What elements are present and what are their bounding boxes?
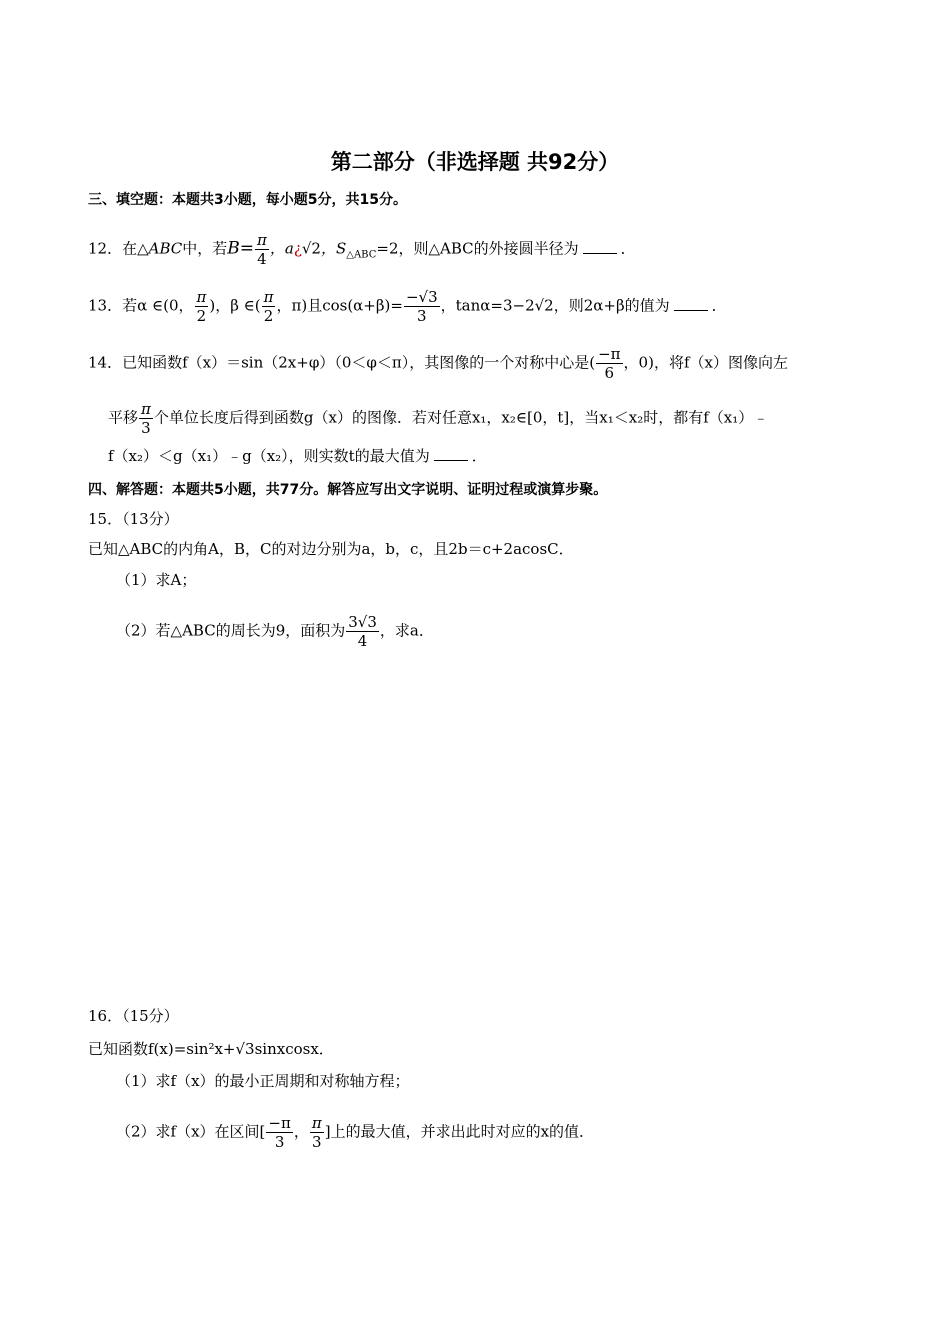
q16-right-den: 3 <box>312 1133 322 1151</box>
q15-area-num: 3√3 <box>348 613 377 631</box>
question-14-line-1: 14．已知函数f（x）＝sin（2x+φ）（0＜φ＜π），其图像的一个对称中心是( $\frac{-\pi}{6}$ ，0)，将f（x）图像向左 <box>88 345 788 382</box>
q13-frac3-num: −√3 <box>405 288 438 306</box>
q12-b-eq: B= <box>227 238 255 259</box>
q16-part-1: （1）求f（x）的最小正周期和对称轴方程； <box>116 1072 410 1090</box>
q16-left-num: −π <box>268 1114 291 1132</box>
q16-part2-tail: ]上的最大值，并求出此时对应的x的值． <box>324 1122 595 1141</box>
q14-end: ． <box>471 447 487 465</box>
q12-fraction <box>255 231 269 268</box>
q13-fraction-1 <box>195 288 209 325</box>
q14-shift-fraction <box>139 400 153 437</box>
q12-text: 中，若 <box>182 239 228 258</box>
question-12 <box>88 231 636 268</box>
section-three-heading: 三、填空题：本题共3小题，每小题5分，共15分。 <box>88 192 407 208</box>
q14-center-tail: ，0)，将f（x）图像向左 <box>623 353 788 372</box>
q13-interval-close: )，β ∈ <box>209 296 255 315</box>
q12-s-sub: △ABC <box>346 249 377 261</box>
q12-frac-num: π <box>257 231 267 249</box>
q13-frac3-den: 3 <box>417 307 427 325</box>
q12-a: ，a <box>269 239 294 258</box>
q14-lead: 14．已知函数f（x）＝sin（2x+φ）（0＜φ＜π），其图像的一个对称中心是 <box>88 353 590 372</box>
q12-tail: =2，则△ABC的外接圆半径为 <box>376 239 579 258</box>
q16-right-num: π <box>311 1114 322 1132</box>
q12-abc: ABC <box>148 239 183 258</box>
q14-shift-num: π <box>141 400 151 418</box>
q16-heading: 16．（15分） <box>88 1007 179 1025</box>
q16-stem: 已知函数f(x)=sin²x+√3sinxcosx． <box>88 1040 334 1058</box>
q12-glitch: ¿ <box>293 239 302 258</box>
q14-line3-text: f（x₂）＜g（x₁）﹣g（x₂），则实数t的最大值为 <box>108 447 430 465</box>
q13-end: ． <box>711 296 727 315</box>
q14-shift: 平移 <box>108 408 139 427</box>
q15-part2-text: （2）若△ABC的周长为9，面积为 <box>116 621 346 640</box>
part-two-title: 第二部分（非选择题 共92分） <box>330 150 620 174</box>
q15-area-fraction <box>346 613 379 650</box>
q12-frac-den: 4 <box>257 250 267 268</box>
q12-end: ． <box>620 239 636 258</box>
q13-interval2-open: ( <box>254 296 261 315</box>
q16-left-fraction <box>266 1114 292 1151</box>
q12-number: 12．在△ <box>88 239 149 258</box>
q14-line2-text: 个单位长度后得到函数g（x）的图像．若对任意x₁，x₂∈[0，t]，当x₁＜x₂时，都有f（x₁）﹣ <box>153 408 769 427</box>
q16-separator: ， <box>293 1122 309 1141</box>
q13-answer-blank[interactable] <box>674 296 708 311</box>
question-13 <box>88 288 727 325</box>
q14-center-num: −π <box>598 345 621 363</box>
q14-center-fraction <box>596 345 622 382</box>
q15-part-2 <box>116 613 434 650</box>
q13-interval-open: (0， <box>163 296 194 315</box>
q13-tan: ，tanα=3−2√2，则2α+β的值为 <box>440 296 670 315</box>
q14-answer-blank[interactable] <box>434 446 468 461</box>
q13-frac1-den: 2 <box>196 307 207 325</box>
q14-center-den: 6 <box>604 364 615 382</box>
q16-part-2 <box>116 1114 594 1151</box>
q15-area-den: 4 <box>357 632 368 650</box>
question-14-line-2 <box>108 400 768 437</box>
q12-s: ，S <box>320 239 347 258</box>
q15-heading: 15．（13分） <box>88 510 179 528</box>
q15-part2-tail: ，求a． <box>379 621 434 640</box>
q13-frac2-den: 2 <box>263 307 274 325</box>
q12-sqrt2: √2 <box>301 239 321 258</box>
q16-right-fraction <box>310 1114 324 1151</box>
q16-part2-text: （2）求f（x）在区间[ <box>116 1122 266 1141</box>
q15-stem: 已知△ABC的内角A，B，C的对边分别为a，b，c，且2b＝c+2acosC． <box>88 540 574 558</box>
q13-frac1-num: π <box>196 288 207 306</box>
q15-part-1: （1）求A； <box>116 571 197 589</box>
q13-cos: ，π)且cos(α+β)= <box>276 296 403 315</box>
q13-fraction-3 <box>404 288 440 325</box>
q13-frac2-num: π <box>263 288 274 306</box>
q16-left-den: 3 <box>274 1133 285 1151</box>
q13-fraction-2 <box>262 288 276 325</box>
q14-shift-den: 3 <box>141 419 151 437</box>
question-14-line-3 <box>108 446 487 466</box>
q12-answer-blank[interactable] <box>583 239 617 254</box>
section-four-heading: 四、解答题：本题共5小题，共77分。解答应写出文字说明、证明过程或演算步聚。 <box>88 482 608 498</box>
q13-lead: 13．若α ∈ <box>88 296 164 315</box>
